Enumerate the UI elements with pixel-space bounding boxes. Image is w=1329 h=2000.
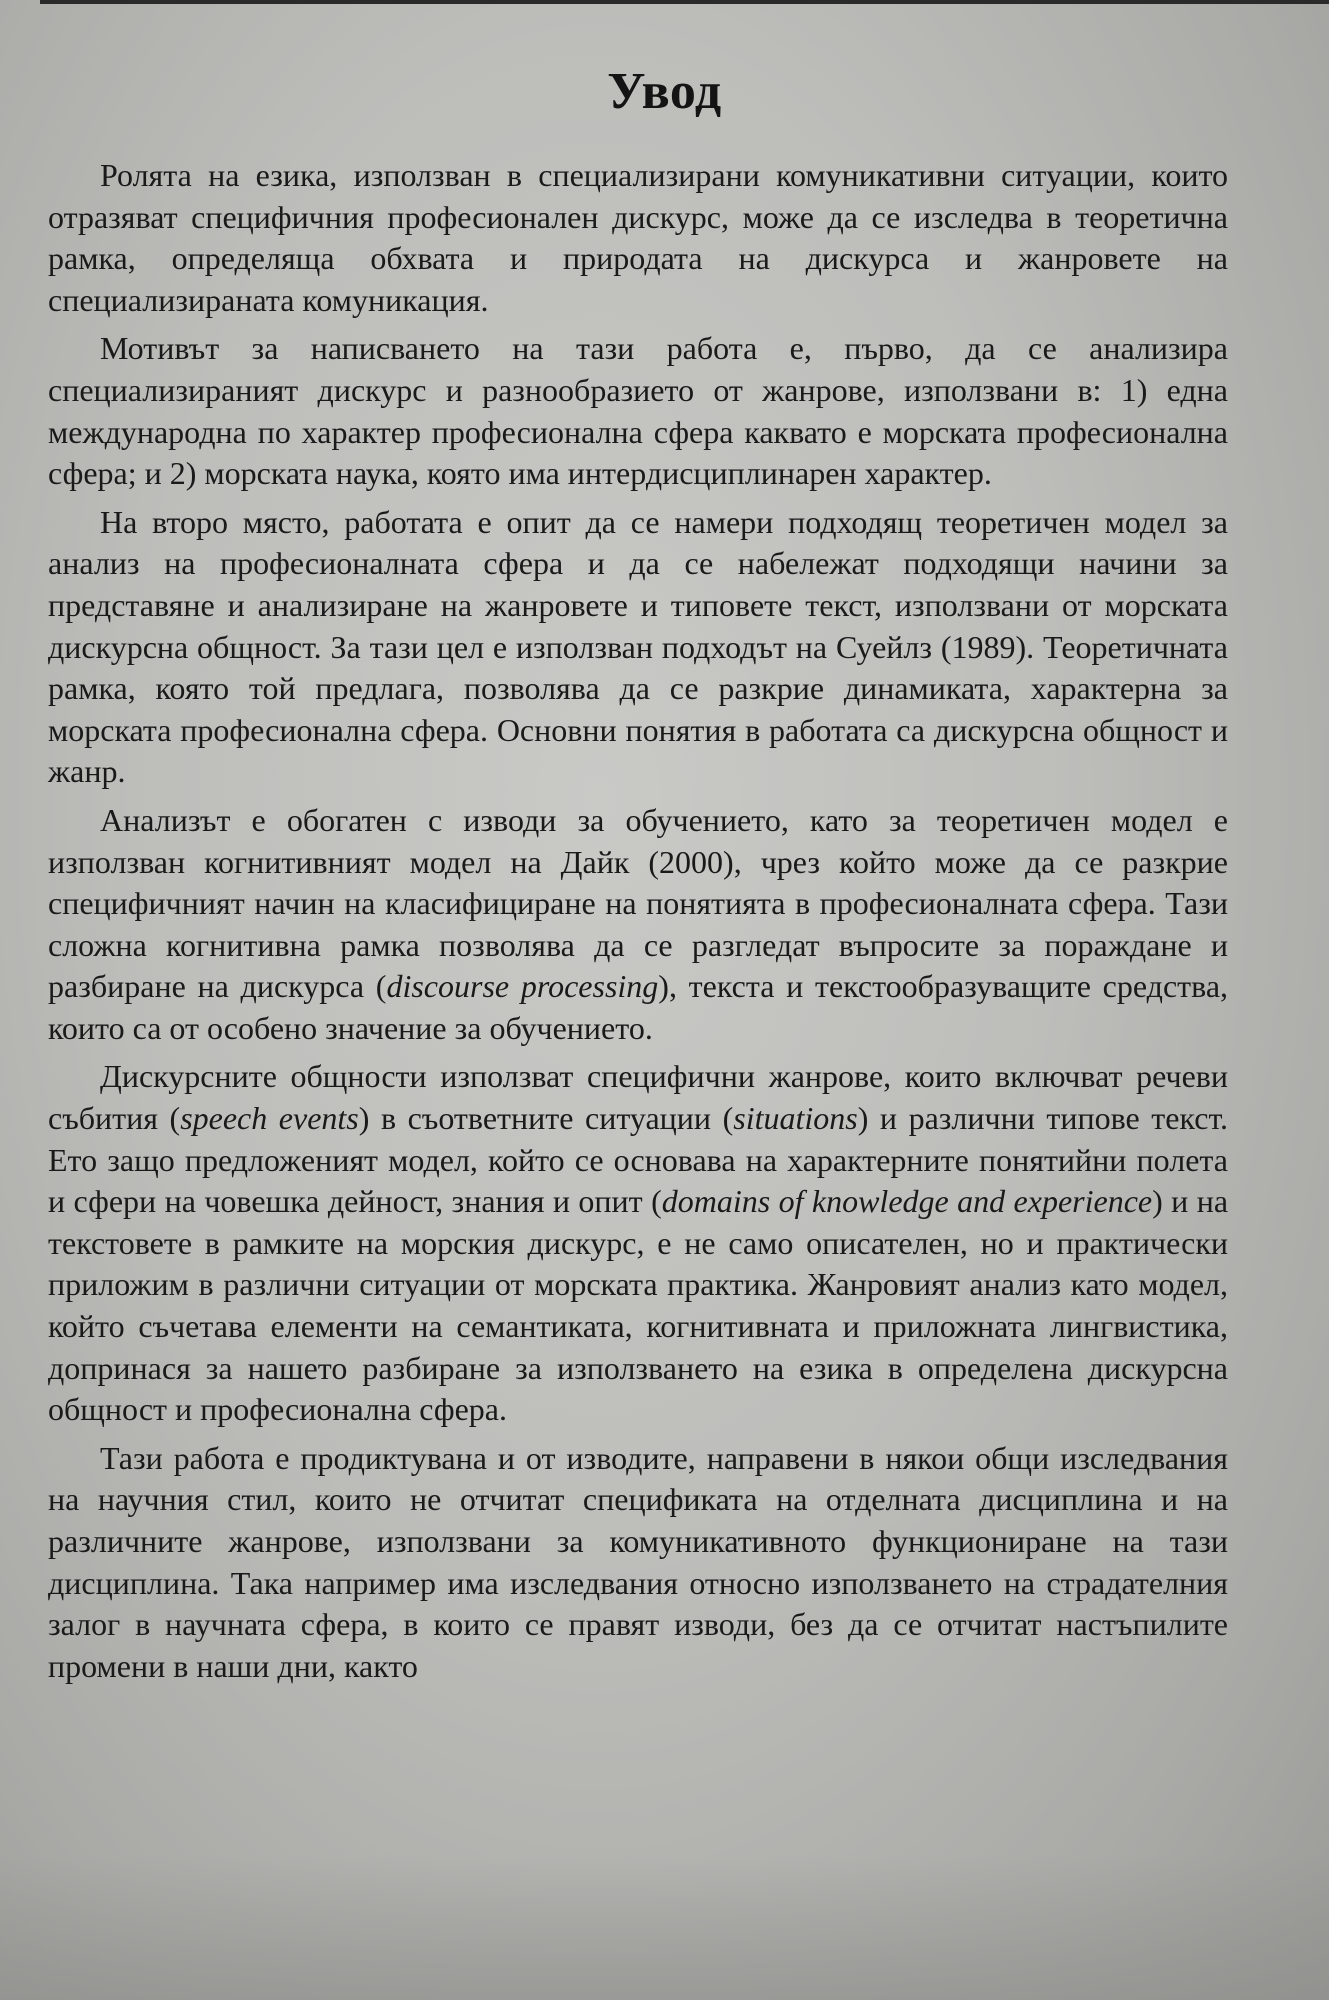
text-segment: На второ място, работата е опит да се намери подходящ теоретичен модел за анализ на професионалната сфера и да се набележат подходящи начини за представяне и анализиране на жанровете и типовете текст, използвани от морската дискурсна общност. За тази цел е използван подходът на Суейлз (1989). Теоретичната рамка, която той предлага, позволява да се разкрие динамиката, характерна за морската професионална сфера. Основни понятия в работата са дискурсна общност и жанр.: [48, 503, 1228, 790]
text-segment: ) в съответните ситуации (: [358, 1100, 734, 1137]
page-bottom-edge: [0, 1855, 1329, 2000]
italic-term: discourse processing: [386, 968, 659, 1005]
paragraph: [48, 502, 1228, 793]
text-segment: Тази работа е продиктувана и от изводите, направени в някои общи изследвания на научния стил, които не отчитат спецификата на отделната дисциплина и на различните жанрове, използвани за комуникативното функциониране на тази дисциплина. Така например има изследвания относно използването на страдателния залог в научната сфера, в които се правят изводи, без да се отчитат настъпилите промени в наши дни, както: [48, 1439, 1228, 1684]
text-segment: ) и различни типове текст. Ето защо предложеният модел, който се основава на характерните понятийни полета и сфери на човешка дейност, знания и опит (: [48, 1100, 1229, 1220]
text-segment: Дискурсните общности използват специфични жанрове, които включват речеви събития (: [48, 1058, 1228, 1137]
text-segment: Мотивът за написването на тази работа е, първо, да се анализира специализираният дискурс и разнообразието от жанрове, използвани в: 1) една международна по характер професионална сфера каквато е морската професионална сфера; и 2) морската наука, която има интердисциплинарен характер.: [48, 330, 1228, 492]
italic-term: situations: [733, 1100, 858, 1137]
paragraph: [48, 1438, 1228, 1688]
body-text: [48, 155, 1228, 1694]
paragraph: [48, 328, 1228, 494]
page-title: Увод: [607, 62, 722, 120]
italic-term: speech events: [180, 1100, 359, 1137]
italic-term: domains of knowledge and experience: [661, 1183, 1153, 1220]
paragraph: [48, 155, 1228, 321]
paragraph: [48, 800, 1228, 1050]
text-segment: Анализът е обогатен с изводи за обучението, като за теоретичен модел е използван когнитивният модел на Дайк (2000), чрез който може да се разкрие специфичният начин на класифициране на понятията в професионалната сфера. Тази сложна когнитивна рамка позволява да се разгледат въпросите за пораждане и разбиране на дискурса (: [48, 801, 1228, 1005]
top-rule-divider: [40, 0, 1329, 4]
text-segment: ) и на текстовете в рамките на морския дискурс, е не само описателен, но и практически приложим в различни ситуации от морската практика. Жанровият анализ като модел, който съчетава елементи на семантиката, когнитивната и приложната лингвистика, допринася за нашето разбиране за използването на езика в определена дискурсна общност и професионална сфера.: [48, 1183, 1229, 1428]
paragraph: [48, 1056, 1228, 1430]
text-segment: ), текста и текстообразуващите средства, които са от особено значение за обучението.: [48, 968, 1229, 1046]
text-segment: Ролята на езика, използван в специализирани комуникативни ситуации, които отразяват специфичния професионален дискурс, може да се изследва в теоретична рамка, определяща обхвата и природата на дискурса и жанровете на специализираната комуникация.: [48, 157, 1228, 318]
